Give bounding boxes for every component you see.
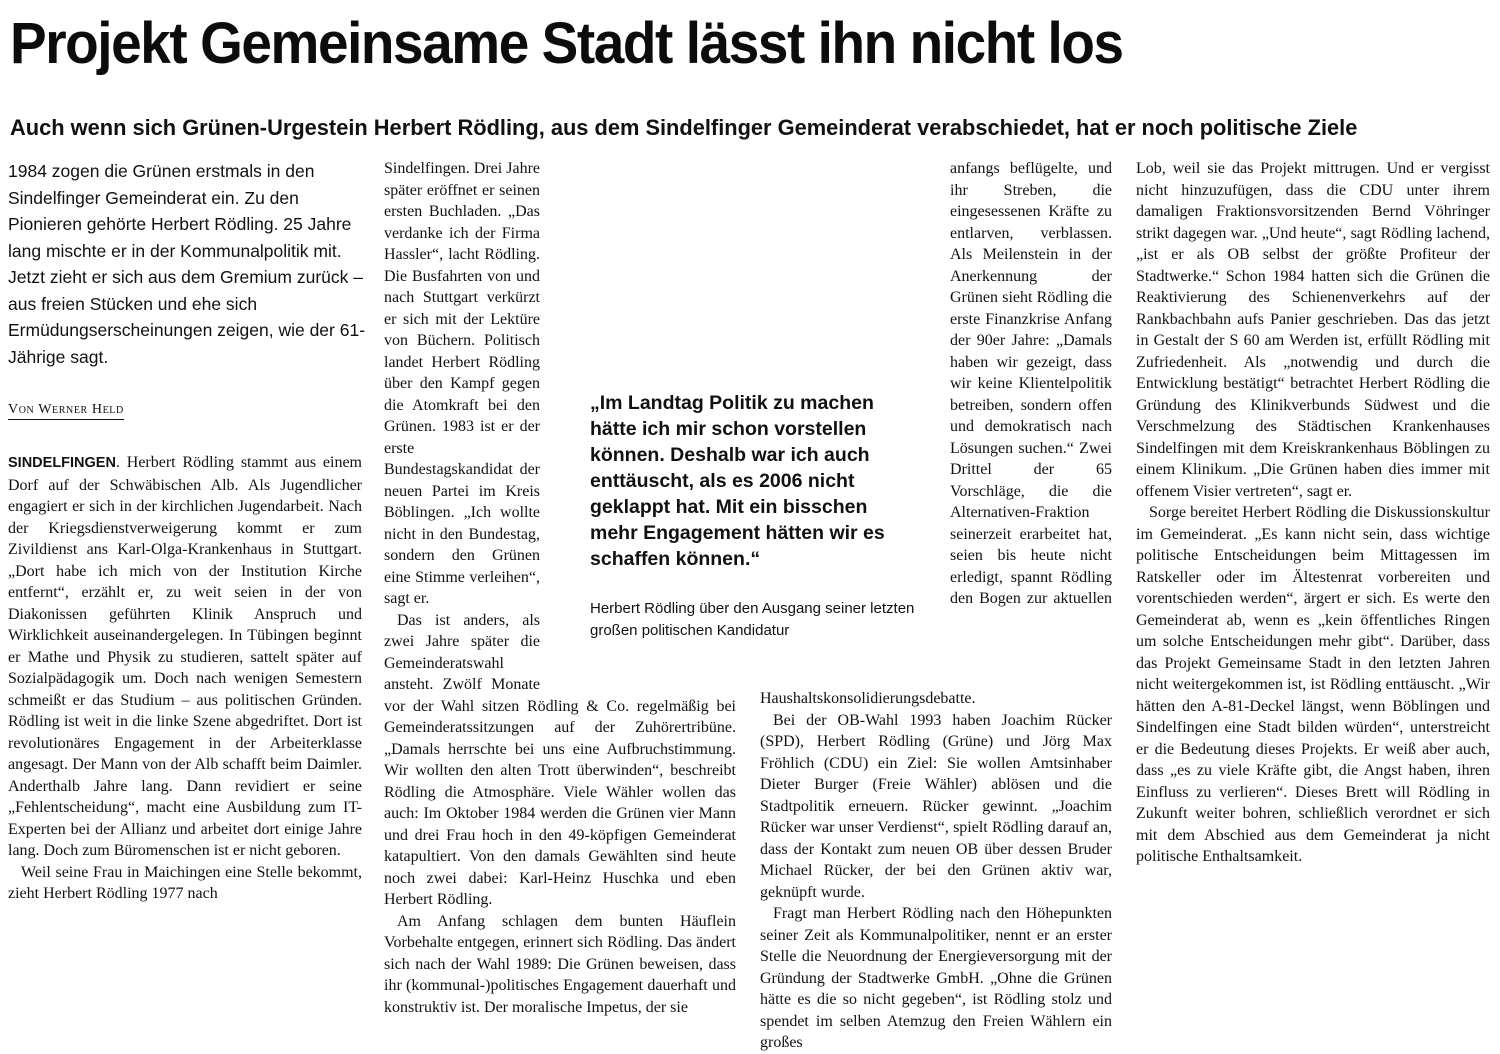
column-1-paragraph-2: Weil seine Frau in Maichingen eine Stelle bekommt, zieht Herbert Rödling 1977 nach (8, 863, 362, 902)
article-column-4 (1136, 158, 1490, 868)
article-column-2-flow (384, 158, 736, 1018)
subheadline: Auch wenn sich Grünen-Urgestein Herbert Rödling, aus dem Sindelfinger Gemeinderat verabschiedet, hat er noch politische Ziele (10, 115, 1358, 140)
column-1-paragraph-1 (8, 452, 362, 862)
col3-flow-paragraph-3: Fragt man Herbert Rödling nach den Höhepunkten seiner Zeit als Kommunalpolitiker, nennt er an erster Stelle die Neuordnung der Energieversorgung mit der Gründung der Stadtwerke GmbH. „Ohne die Grünen hätte es die so nicht gegeben“, ist Rödling stolz und spendet im selben Atemzug den Freien Wählern ein großes (760, 905, 1112, 1051)
headline: Projekt Gemeinsame Stadt lässt ihn nicht los (10, 11, 1123, 76)
col2-flow-paragraph-1: Sindelfingen. Drei Jahre später eröffnet er seinen ersten Buchladen. „Das verdanke ich der Firma Hassler“, lacht Rödling. Die Busfahrten von und nach Stuttgart verkürzt er sich mit der Lektüre von Büchern. Politisch landet Herbert Rödling über den Kampf gegen die Atomkraft bei den Grünen. 1983 ist er der erste Bundestagskandidat der neuen Partei im Kreis Böblingen. „Ich wollte nicht in den Bundestag, sondern den Grünen eine Stimme verleihen“, sagt er. (384, 160, 540, 607)
intro-text: 1984 zogen die Grünen erstmals in den Sindelfinger Gemeinderat ein. Zu den Pionieren gehörte Herbert Rödling. 25 Jahre lang mischte er in der Kommunalpolitik mit. Jetzt zieht er sich aus dem Gremium zurück – aus freien Stücken und ehe sich Ermüdungserscheinungen zeigen, wie der 61-Jährige sagt. (8, 161, 366, 367)
column-4-paragraph-2: Sorge bereitet Herbert Rödling die Diskussionskultur im Gemeinderat. „Es kann nicht sein, dass wichtige politische Entscheidungen beim Mittagessen im Ratskeller oder im Ältestenrat vorbereiten und vorentschieden werden“, ärgert er sich. Es werte den Gemeinderat ab, wenn es „kein öffentliches Ringen um solche Entscheidungen mehr gibt“. Darüber, dass das Projekt Gemeinsame Stadt in den letzten Jahren nicht weitergekommen ist, ist Rödling enttäuscht. „Wir hätten den A-81-Deckel längst, wenn Böblingen und Sindelfingen eine Stadt bilden würden“, unterstreicht er die Bedeutung dieses Projekts. Er weiß aber auch, dass „es zu viele Kräfte gibt, die Angst haben, ihren Einfluss zu verlieren“. Dieses Brett will Rödling in Zukunft weiter bohren, schließlich verordnet er sich mit dem Abschied aus dem Gemeinderat ja nicht politische Enthaltsamkeit. (1136, 504, 1490, 865)
column-4-paragraph-1: Lob, weil sie das Projekt mittrugen. Und er vergisst nicht hinzuzufügen, dass die CDU unter ihrem damaligen Fraktionsvorsitzenden Bernd Vöhringer strikt dagegen war. „Und heute“, sagt Rödling lachend, „ist er als OB selbst der größte Profiteur der Stadtwerke.“ Schon 1984 hatten sich die Grünen die Reaktivierung des Schienenverkehrs auf der Rankbachbahn aufs Panier geschrieben. Das das jetzt in Gestalt der S 60 am Werden ist, erfüllt Rödling mit Zufriedenheit. Als „notwendig und durch die Entwicklung bestätigt“ betrachtet Herbert Rödling die Gründung des Klinikverbunds Südwest und die Verschmelzung des Städtischen Krankenhauses Sindelfingen mit dem Kreiskrankenhaus Böblingen zu einem Klinikum. „Die Grünen haben dies immer mit offenem Visier vertreten“, sagt er. (1136, 160, 1490, 500)
col3-flow-paragraph-1: anfangs beflügelte, und ihr Streben, die eingesessenen Kräfte zu entlarven, verblassen. Als Meilenstein in der Anerkennung der Grünen sieht Rödling die erste Finanzkrise Anfang der 90er Jahre: „Damals haben wir gezeigt, dass wir keine Klientelpolitik betreiben, sondern offen und demokratisch nach Lösungen suchen.“ Zwei Drittel der 65 Vorschläge, die die Alternativen-Fraktion seinerzeit erarbeitet hat, seien bis heute nicht erledigt, spannt Rödling den Bogen zur aktuellen Haushaltskonsolidierungsdebatte. (760, 160, 1112, 707)
pull-quote: „Im Landtag Politik zu machen hätte ich mir schon vorstellen können. Deshalb war ich auch enttäuscht, als es 2006 nicht geklappt hat. Mit ein bisschen mehr Engagement hätten wir es schaffen können.“ (590, 392, 885, 570)
dateline: SINDELFINGEN (8, 455, 116, 471)
column-1-paragraph-1-text: . Herbert Rödling stammt aus einem Dorf auf der Schwäbischen Alb. Als Jugendlicher engagiert er sich in der kirchlichen Jugendarbeit. Nach der Kriegsdienstverweigerung kommt er zum Zivildienst ans Karl-Olga-Krankenhaus in Stuttgart. „Dort habe ich mich von der Institution Kirche entfernt“, erzählt er, zu weit seien in der von Diakonissen geführten Klinik Anspruch und Wirklichkeit auseinandergelegen. In Tübingen beginnt er Mathe und Physik zu studieren, sattelt später auf Sozialpädagogik um. Doch nach wenigen Semestern schmeißt er das Studium – aus politischen Gründen. Rödling ist weit in die linke Szene abgedriftet. Dort ist revolutionäres Engagement in der Arbeiterklasse angesagt. Der Mann von der Alb schafft beim Daimler. Anderthalb Jahre lang. Dann revidiert er seine „Fehlentscheidung“, macht eine Ausbildung zum IT-Experten bei der Allianz und arbeitet dort einige Jahre lang. Doch zum Büromenschen ist er nicht geboren. (8, 454, 362, 859)
col2-flow-paragraph-2: Das ist anders, als zwei Jahre später die Gemeinderatswahl ansteht. Zwölf Monate vor der Wahl sitzen Rödling & Co. regelmäßig bei Gemeinderatssitzungen auf der Zuhörertribüne. „Damals herrschte bei uns eine Aufbruchstimmung. Wir wollten den alten Trott überwinden“, beschreibt Rödling die Atmosphäre. Viele Wähler wollen das auch: Im Oktober 1984 werden die Grünen vier Mann und drei Frau hoch in den 49-köpfigen Gemeinderat katapultiert. Von den damals Gewählten sind heute noch zwei dabei: Karl-Heinz Huschka und eben Herbert Rödling. (384, 611, 736, 908)
quote-gap-right (760, 358, 950, 688)
article-column-3-flow (760, 158, 1112, 1054)
quote-gap-left (540, 380, 736, 690)
col3-flow-paragraph-2: Bei der OB-Wahl 1993 haben Joachim Rücker (SPD), Herbert Rödling (Grüne) und Jörg Max Fröhlich (CDU) ein Ziel: Sie wollen Amtsinhaber Dieter Burger (Freie Wähler) ablösen und die Stadtpolitik erneuern. Rücker gewinnt. „Joachim Rücker war unser Verdienst“, spielt Rödling darauf an, dass der Kontakt zum neuen OB über dessen Bruder Michael Rücker, der bei den Grünen aktiv war, geknüpft wurde. (760, 711, 1112, 901)
pull-quote-caption: Herbert Rödling über den Ausgang seiner letzten großen politischen Kandidatur (590, 600, 915, 639)
article-column-1 (8, 452, 362, 905)
byline: Von Werner Held (8, 402, 124, 420)
col2-flow-paragraph-3: Am Anfang schlagen dem bunten Häuflein Vorbehalte entgegen, erinnert sich Rödling. Das ändert sich nach der Wahl 1989: Die Grünen beweisen, dass ihr (kommunal-)politisches Engagement dauerhaft und konstruktiv ist. Der moralische Impetus, der sie (384, 912, 736, 1016)
